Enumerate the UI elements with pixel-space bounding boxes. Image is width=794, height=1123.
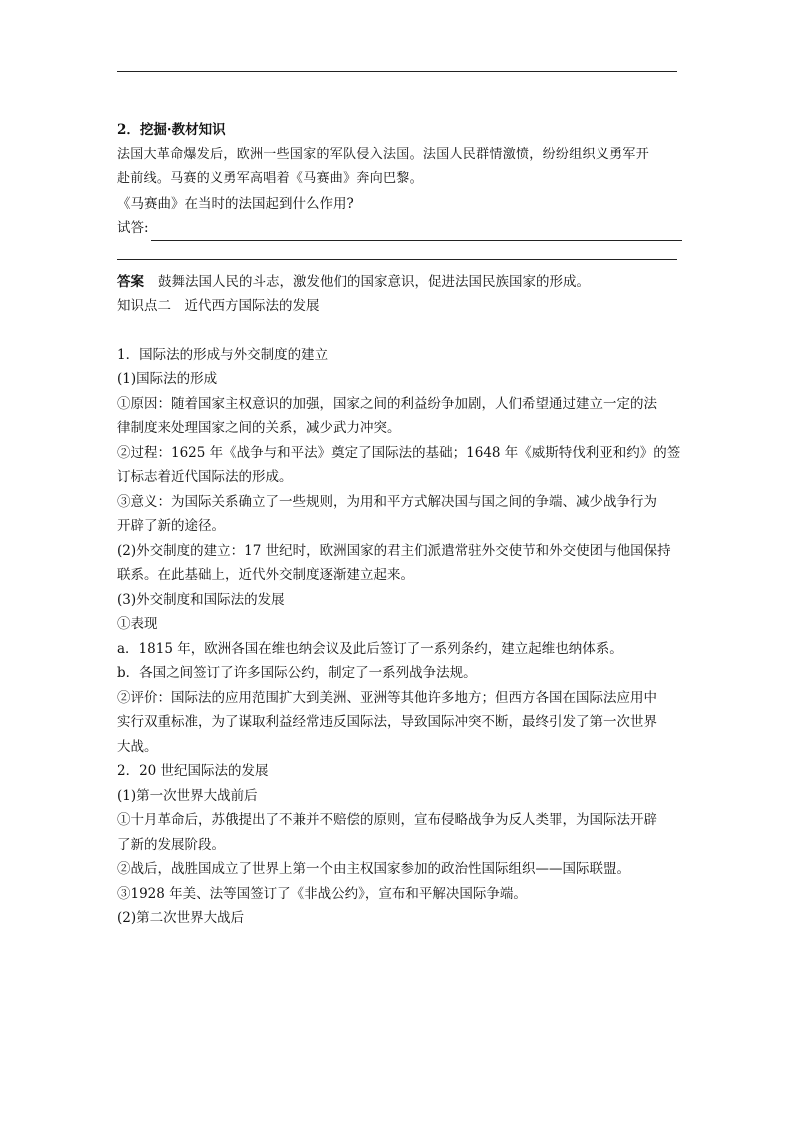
text-line: (2)第二次世界大战后 xyxy=(117,910,245,926)
text-line: 订标志着近代国际法的形成。 xyxy=(117,469,293,485)
try-answer-row xyxy=(117,216,682,241)
text-line: (2)外交制度的建立：17 世纪时，欧洲国家的君主们派遣常驻外交使节和外交使团与他国保持 xyxy=(117,542,671,559)
text-line: 实行双重标准，为了谋取利益经常违反国际法，导致国际冲突不断，最终引发了第一次世界 xyxy=(117,714,657,730)
text-line: ①表现 xyxy=(117,616,158,632)
text-line: ①原因：随着国家主权意识的加强，国家之间的利益纷争加剧，人们希望通过建立一定的法 xyxy=(117,395,657,412)
try-answer-blank[interactable] xyxy=(151,223,682,241)
text-line: b．各国之间签订了许多国际公约，制定了一系列战争法规。 xyxy=(117,665,477,681)
text-line: 大战。 xyxy=(117,738,158,755)
answer-text: 鼓舞法国人民的斗志，激发他们的国家意识，促进法国民族国家的形成。 xyxy=(158,273,590,290)
passage-line-2: 赴前线。马赛的义勇军高唱着《马赛曲》奔向巴黎。 xyxy=(117,171,423,186)
text-line: ③1928 年美、法等国签订了《非战公约》，宣布和平解决国际争端。 xyxy=(117,885,527,902)
section-title: 2．挖掘·教材知识 xyxy=(117,122,226,138)
text-line: ②战后，战胜国成立了世界上第一个由主权国家参加的政治性国际组织——国际联盟。 xyxy=(117,861,630,877)
spacer xyxy=(117,319,682,343)
text-line: (1)第一次世界大战前后 xyxy=(117,787,258,804)
knowledge-point-title: 知识点二 近代西方国际法的发展 xyxy=(117,298,320,314)
text-line: (3)外交制度和国际法的发展 xyxy=(117,591,285,608)
text-line: 2．20 世纪国际法的发展 xyxy=(117,763,269,779)
question: 《马赛曲》在当时的法国起到什么作用? xyxy=(117,195,354,212)
content-body xyxy=(117,118,682,931)
text-line: 联系。在此基础上，近代外交制度逐渐建立起来。 xyxy=(117,567,414,583)
text-line: 了新的发展阶段。 xyxy=(117,836,225,853)
text-line: 开辟了新的途径。 xyxy=(117,518,225,534)
text-line: ②评价：国际法的应用范围扩大到美洲、亚洲等其他许多地方；但西方各国在国际法应用中 xyxy=(117,689,657,706)
passage-line-1: 法国大革命爆发后，欧洲一些国家的军队侵入法国。法国人民群情激愤，纷纷组织义勇军开 xyxy=(117,146,650,162)
answer-blank-line[interactable] xyxy=(117,259,677,260)
text-line: 1．国际法的形成与外交制度的建立 xyxy=(117,346,329,363)
text-line: 律制度来处理国家之间的关系，减少武力冲突。 xyxy=(117,420,401,436)
answer-row xyxy=(117,270,682,295)
text-line: a．1815 年，欧洲各国在维也纳会议及此后签订了一系列条约，建立起维也纳体系。 xyxy=(117,640,623,657)
try-answer-label: 试答: xyxy=(117,220,149,236)
text-line: ①十月革命后，苏俄提出了不兼并不赔偿的原则，宣布侵略战争为反人类罪，为国际法开辟 xyxy=(117,812,657,828)
header-rule xyxy=(117,71,677,72)
answer-label: 答案 xyxy=(117,273,144,290)
text-line: (1)国际法的形成 xyxy=(117,371,218,387)
text-line: ③意义：为国际关系确立了一些规则，为用和平方式解决国与国之间的争端、减少战争行为 xyxy=(117,493,657,510)
text-line: ②过程：1625 年《战争与和平法》奠定了国际法的基础；1648 年《威斯特伐利亚和约》的签 xyxy=(117,444,681,461)
